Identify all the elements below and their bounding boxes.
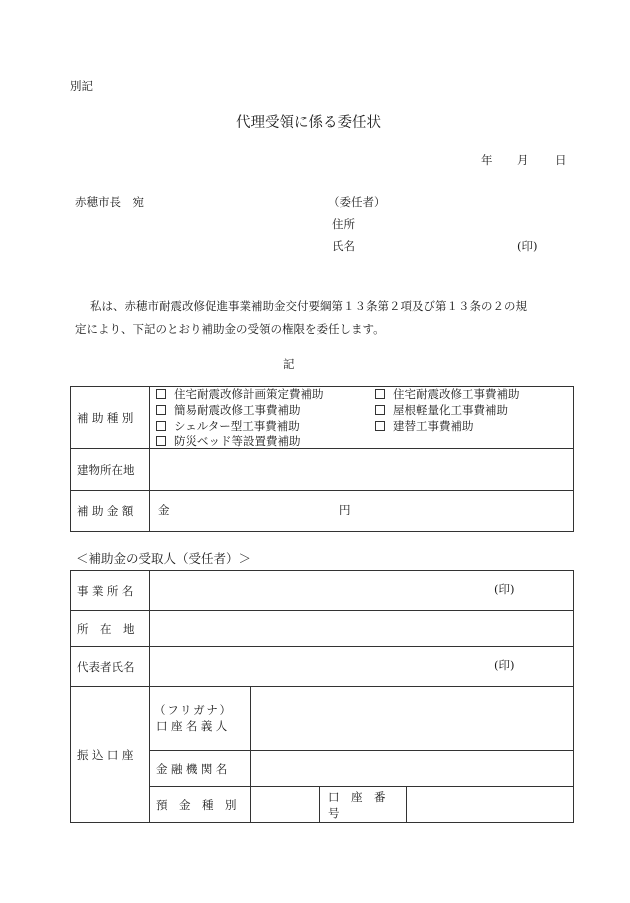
bekki-label: 別記 — [70, 79, 93, 93]
office-name-label: 事業所名 — [71, 571, 150, 611]
subsidy-amount-label: 補助金額 — [71, 491, 150, 532]
furigana-label: （フリガナ） — [154, 703, 233, 717]
delegator-label: （委任者） — [328, 195, 386, 209]
delegator-name-label: 氏名 — [332, 239, 355, 253]
option-7[interactable] — [156, 436, 301, 448]
option-label: 簡易耐震改修工事費補助 — [174, 403, 301, 417]
amount-suffix: 円 — [339, 503, 351, 517]
date-month: 月 — [517, 153, 529, 167]
representative-name-field[interactable] — [150, 647, 574, 687]
account-holder-label-cell — [150, 687, 251, 751]
option-label: 屋根軽量化工事費補助 — [393, 403, 508, 417]
recipient-heading: ＜補助金の受取人（受任者）＞ — [76, 551, 252, 566]
checkbox-icon[interactable] — [156, 421, 166, 431]
representative-seal: (印) — [494, 658, 515, 672]
option-5[interactable] — [156, 421, 300, 433]
amount-prefix: 金 — [158, 503, 170, 517]
body-line-1: 私は、赤穂市耐震改修促進事業補助金交付要綱第１３条第２項及び第１３条の２の規 — [90, 299, 527, 313]
option-label: 防災ベッド等設置費補助 — [174, 434, 301, 448]
checkbox-icon[interactable] — [156, 389, 166, 399]
addressee: 赤穂市長 宛 — [75, 195, 144, 209]
subsidy-table — [70, 386, 574, 532]
office-seal: (印) — [494, 582, 515, 596]
account-number-field[interactable] — [407, 787, 574, 823]
recipient-address-field[interactable] — [150, 611, 574, 647]
recipient-table — [70, 570, 574, 823]
bank-name-field[interactable] — [251, 751, 574, 787]
checkbox-icon[interactable] — [156, 405, 166, 415]
account-number-label: 口 座 番 号 — [320, 787, 407, 823]
checkbox-icon[interactable] — [375, 421, 385, 431]
option-label: 住宅耐震改修計画策定費補助 — [174, 387, 324, 401]
delegator-address-label: 住所 — [332, 217, 355, 231]
option-4[interactable] — [375, 405, 508, 417]
option-label: 建替工事費補助 — [393, 419, 474, 433]
subsidy-amount-field[interactable] — [150, 491, 574, 532]
deposit-type-field[interactable] — [251, 787, 320, 823]
option-label: シェルター型工事費補助 — [174, 419, 300, 433]
option-3[interactable] — [156, 405, 301, 417]
bank-name-label: 金融機関名 — [150, 751, 251, 787]
subsidy-type-options — [150, 387, 574, 449]
subsidy-type-label: 補助種別 — [71, 387, 150, 449]
option-label: 住宅耐震改修工事費補助 — [393, 387, 520, 401]
option-6[interactable] — [375, 421, 474, 433]
building-location-field[interactable] — [150, 449, 574, 491]
account-holder-field[interactable] — [251, 687, 574, 751]
page-title: 代理受領に係る委任状 — [236, 115, 381, 131]
body-line-2: 定により、下記のとおり補助金の受領の権限を委任します。 — [75, 322, 385, 336]
building-location-label: 建物所在地 — [71, 449, 150, 491]
account-holder-label: 口座名義人 — [156, 719, 231, 733]
option-1[interactable] — [156, 389, 324, 401]
date-year: 年 — [481, 153, 493, 167]
deposit-type-label: 預 金 種 別 — [150, 787, 251, 823]
bank-account-label: 振込口座 — [71, 687, 150, 823]
recipient-address-label: 所 在 地 — [71, 611, 150, 647]
checkbox-icon[interactable] — [156, 436, 166, 446]
office-name-field[interactable] — [150, 571, 574, 611]
checkbox-icon[interactable] — [375, 389, 385, 399]
representative-name-label: 代表者氏名 — [71, 647, 150, 687]
delegator-seal: (印) — [517, 239, 538, 253]
ki-label: 記 — [283, 357, 295, 371]
checkbox-icon[interactable] — [375, 405, 385, 415]
option-2[interactable] — [375, 389, 520, 401]
date-day: 日 — [555, 153, 567, 167]
